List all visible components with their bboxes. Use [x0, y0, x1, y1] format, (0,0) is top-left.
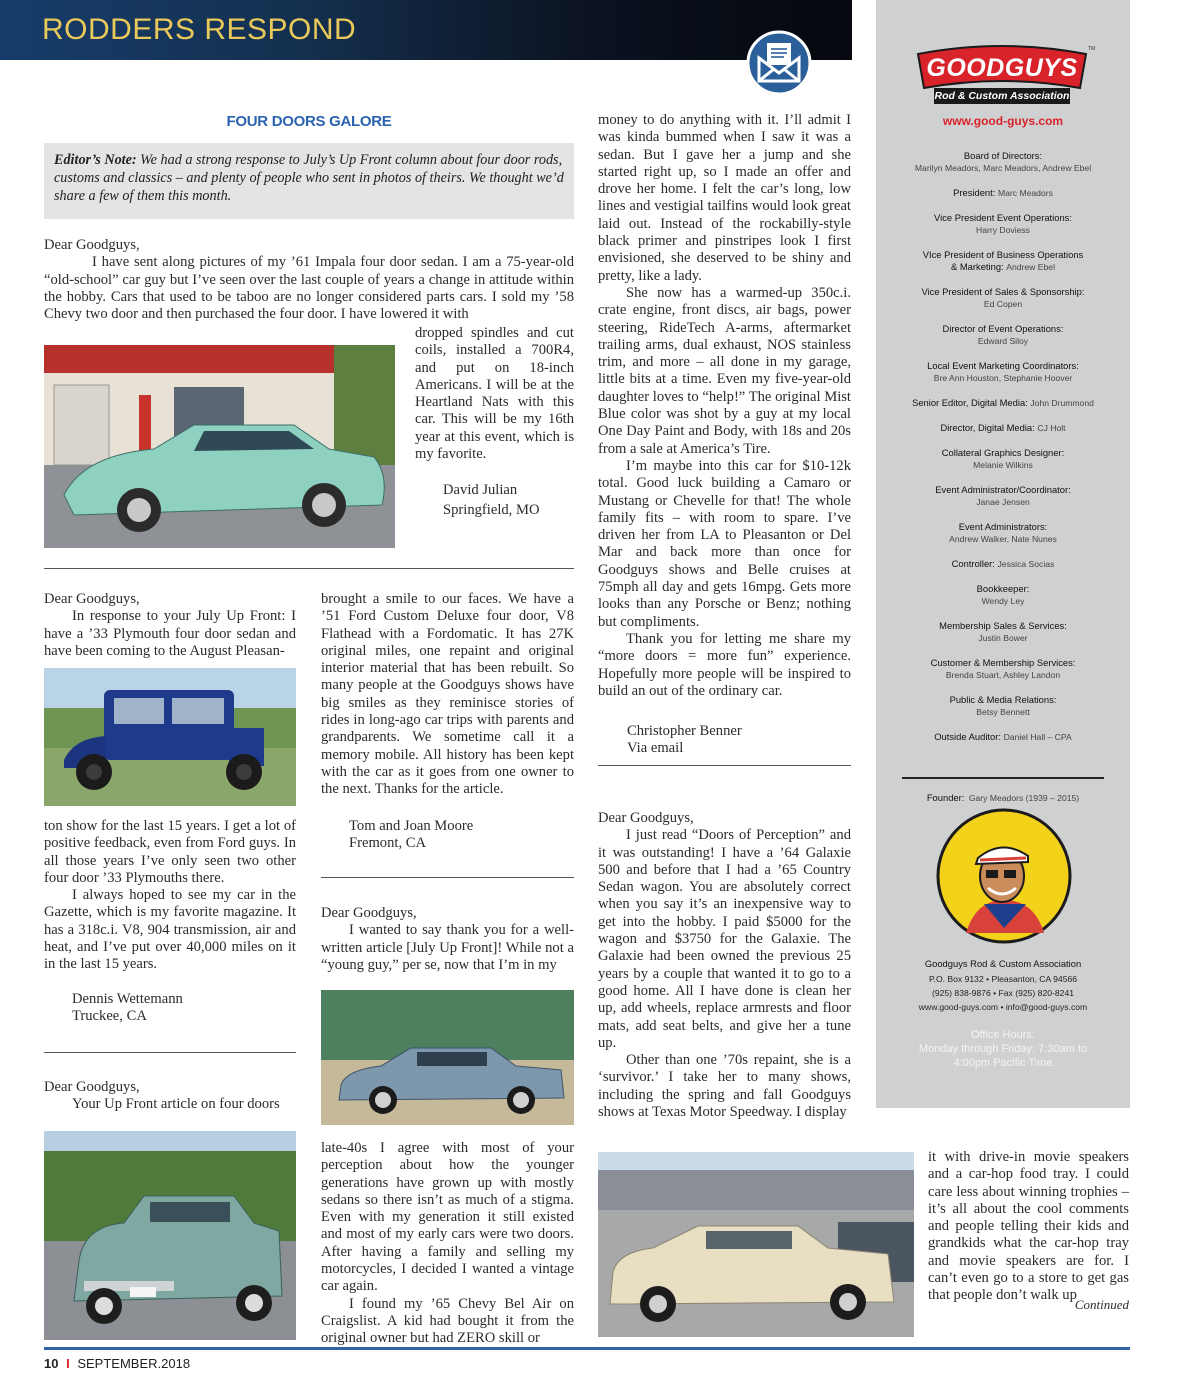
signature-name: Dennis Wettemann — [72, 991, 183, 1007]
letter-paragraph: Other than one ’70s repaint, she is a ‘survivor.’ I take her to many shows, including the spring and fall Goodguys shows at Texas Motor Speedway. I display — [598, 1052, 851, 1121]
signature-name: Tom and Joan Moore — [349, 818, 474, 834]
website-link[interactable]: www.good-guys.com — [942, 114, 1064, 128]
continued-label: Continued — [1074, 1297, 1129, 1312]
hours-title: Office Hours: — [971, 1029, 1035, 1041]
section-title: RODDERS RESPOND — [42, 13, 357, 46]
letter-1 — [44, 237, 574, 323]
divider — [598, 765, 851, 766]
logo-tm: TM — [1088, 46, 1096, 52]
phone-fax: (925) 838-9876 • Fax (925) 820-8241 — [931, 988, 1075, 998]
letter-paragraph: I just read “Doors of Perception” and it was outstanding! I have a ’64 Galaxie 500 and before that I had a ’65 Country Sedan wagon. You are absolutely correct when you say it’s an inexpensive way to get into the hobby. I paid $5000 for the wagon and $3750 for the Galaxie. The Galaxie had been owned the previous 25 years by a couple that wanted it to go to a good home. All I have done is clean her up, add wheels, replace armrests and floor mats, add seat belts, and give her a tune up. — [598, 827, 851, 1051]
staff-entry: Director, Digital Media: CJ Holt — [940, 422, 1066, 433]
staff-entry: Collateral Graphics Designer: Melanie Wilkins — [941, 447, 1065, 470]
letter-paragraph: Thank you for letting me share my “more doors = more fun” experience. Hopefully more people will be inspired to build an out of the ordinary car. — [598, 630, 851, 699]
staff-entry: Controller: Jessica Socias — [951, 558, 1055, 569]
staff-entry: Outside Auditor: Daniel Hall – CPA — [934, 731, 1072, 742]
letter-1-wrap — [415, 325, 574, 463]
letter-4-signature — [627, 723, 742, 758]
staff-entry: Event Administrator/Coordinator: Janae Jensen — [935, 484, 1071, 507]
letter-3-signature — [349, 818, 473, 853]
staff-entry: Vice President of Sales & Sponsorship: Ed Copen — [921, 286, 1085, 309]
footer-separator: I — [66, 1356, 70, 1371]
staff-entry: Director of Event Operations: Edward Siloy — [942, 323, 1064, 346]
signature-location: Fremont, CA — [349, 835, 427, 852]
article-title: FOUR DOORS GALORE — [226, 113, 392, 130]
letter-4-cont — [321, 1140, 574, 1348]
photo-65-bel-air — [321, 990, 574, 1125]
hours-line: 4:00pm Pacific Time — [953, 1057, 1053, 1069]
footer — [44, 1356, 190, 1371]
staff-entry: Bookkeeper: Wendy Ley — [976, 583, 1030, 606]
letter-paragraph: ton show for the last 15 years. I get a lot of positive feedback, even from Ford guys. In all those years I’ve only seen two other four door ’33 Plymouths there. — [44, 818, 296, 886]
staff-entry: Vice President Event Operations: Harry Doviess — [934, 212, 1072, 235]
letter-greeting: Dear Goodguys, — [44, 591, 140, 607]
letter-5 — [598, 810, 851, 1121]
divider — [44, 568, 574, 569]
letter-paragraph: it with drive-in movie speakers and a car-hop food tray. I could care less about winning trophies – it’s all about the cool comments and people telling their kids and grandkids what the car-hop tray and movie speakers are for. I can’t even go to a store to get gas that people don’t walk up — [928, 1149, 1129, 1304]
photo-51-ford — [44, 1131, 296, 1340]
photo-64-galaxie — [598, 1152, 914, 1337]
staff-entry: VIce President of Business Operations & Marketing: Andrew Ebel — [922, 249, 1084, 272]
letter-paragraph: I have sent along pictures of my ’61 Impala four door sedan. I am a 75-year-old “old-school” car guy but I’ve seen over the last couple of years a change in attitude within the hobby. Cars that used to be taboo are no longer considered parts cars. I sold my ’58 Chevy two door and then purchased the four door. I have lowered it with — [44, 254, 574, 323]
signature-location: Truckee, CA — [72, 1008, 147, 1025]
web-email[interactable]: www.good-guys.com • info@good-guys.com — [918, 1002, 1088, 1012]
letter-paragraph: I found my ’65 Chevy Bel Air on Craigslist. A kid had bought it from the original owner but had ZERO skill or — [321, 1295, 574, 1347]
divider — [902, 777, 1104, 779]
letter-paragraph: I always hoped to see my car in the Gazette, which is my favorite magazine. It has a 318c.i. V8, 904 transmission, air and heat, and I’ve put over 40,000 miles on it in the last 15 years. — [44, 887, 296, 973]
staff-entry: Board of Directors: Marilyn Meadors, Marc Meadors, Andrew Ebel — [914, 150, 1092, 173]
photo-61-impala — [44, 345, 395, 548]
letter-paragraph: money to do anything with it. I’ll admit I was kinda bummed when I saw it was a sedan. But I gave her a jump and she started right up, so I made an offer and drove her home. I felt the car’s long, low lines and vestigial tailfins would look great laid out. Instead of the rockabilly-style black primer and pinstripes look I first envisioned, she deserved to be shiny and pretty, like a lady. — [598, 112, 851, 284]
signature-name: David Julian — [443, 482, 518, 498]
letter-paragraph: She now has a warmed-up 350c.i. crate engine, front discs, air bags, power steering, RideTech A-arms, aftermarket trailing arms, dual exhaust, NOS stainless trim, and more – all done in my garage, little bits at a time. Even my five-year-old daughter loves to “help!” The original Mist Blue color was shot by a guy at my local One Day Paint and Body, with 18s and 20s from a sale at America’s Tire. — [598, 284, 851, 457]
letter-5-cont — [928, 1149, 1129, 1305]
po-box: P.O. Box 9132 • Pleasanton, CA 94566 — [928, 974, 1078, 984]
letter-2-signature — [72, 991, 183, 1026]
staff-entry: Membership Sales & Services: Justin Bower — [939, 620, 1067, 643]
divider — [321, 877, 574, 878]
editor-note-box — [44, 143, 574, 219]
staff-entry: President: Marc Meadors — [953, 187, 1053, 198]
letter-1-signature — [443, 482, 573, 520]
letter-greeting: Dear Goodguys, — [321, 905, 417, 921]
footer-rule — [44, 1347, 1130, 1350]
letter-3-cont — [321, 591, 574, 799]
signature-name: Christopher Benner — [627, 723, 742, 739]
office-hours — [876, 1028, 1130, 1070]
staff-entry: Senior Editor, Digital Media: John Drummond — [912, 397, 1094, 408]
masthead-sidebar — [876, 0, 1130, 1108]
issue-date: SEPTEMBER.2018 — [77, 1356, 191, 1371]
logo-subtitle: Rod & Custom Association — [934, 90, 1070, 102]
signature-location: Via email — [627, 740, 684, 757]
letter-2 — [44, 591, 296, 660]
hours-line: Monday through Friday: 7:30am to — [918, 1043, 1088, 1055]
staff-entry: Public & Media Relations: Betsy Bennett — [949, 694, 1057, 717]
letter-2-cont — [44, 818, 296, 974]
letter-paragraph: Your Up Front article on four doors — [72, 1096, 280, 1113]
staff-entry: Local Event Marketing Coordinators: Bre Ann Houston, Stephanie Hoover — [927, 360, 1079, 383]
photo-33-plymouth — [44, 668, 296, 806]
letter-4 — [321, 905, 574, 974]
org-name: Goodguys Rod & Custom Association — [924, 958, 1082, 969]
editor-note-text: We had a strong response to July’s Up Front column about four door rods, customs and classics – and plenty of people who sent in photos of theirs. We thought we’d share a few of them this month. — [54, 152, 564, 204]
letter-4-col3 — [598, 112, 851, 700]
letter-3 — [44, 1079, 296, 1114]
founder-portrait — [936, 808, 1072, 944]
staff-entry: Customer & Membership Services: Brenda Stuart, Ashley Landon — [930, 657, 1076, 680]
letter-paragraph: I wanted to say thank you for a well-written article [July Up Front]! While not a “young guy,” per se, now that I’m in my — [321, 922, 574, 973]
founder-line: Founder: Gary Meadors (1939 – 2015) — [926, 792, 1080, 803]
staff-list — [876, 150, 1130, 756]
letter-paragraph: dropped spindles and cut coils, installed a 700R4, and put on 18-inch Americans. I will be at the Heartland Nats with this car. This will be my 16th year at this event, which is my favorite. — [415, 325, 574, 463]
contact-block — [876, 958, 1130, 1013]
goodguys-logo — [912, 44, 1096, 108]
letter-greeting: Dear Goodguys, — [44, 1079, 140, 1095]
letter-paragraph: brought a smile to our faces. We have a ’51 Ford Custom Deluxe four door, V8 Flathead with a Fordomatic. It has 27K original miles, one repaint and original interior material that has been rebuilt. So many people at the Goodguys shows have big smiles as they reminisce stories of rides in long-ago car trips with parents and grandparents. We sometime call it a memory mobile. All history has been kept with the car as it goes from one owner to the next. Thanks for the article. — [321, 591, 574, 798]
staff-entry: Event Administrators: Andrew Walker, Nate Nunes — [949, 521, 1057, 544]
page-number: 10 — [44, 1356, 59, 1371]
letter-greeting: Dear Goodguys, — [598, 810, 694, 826]
letter-paragraph: late-40s I agree with most of your perception about how the younger generations have grown up with mostly sedans so there isn’t as much of a stigma. Even with my generation it still existed and most of my early cars were two doors. After having a family and selling my motorcycles, I decided I wanted a vintage car again. — [321, 1140, 574, 1295]
letter-paragraph: In response to your July Up Front: I have a ’33 Plymouth four door sedan and have been coming to the August Pleasan- — [44, 608, 296, 659]
header-banner — [0, 0, 852, 60]
envelope-letter-icon — [746, 30, 812, 96]
letter-greeting: Dear Goodguys, — [44, 237, 140, 253]
signature-location: Springfield, MO — [443, 502, 540, 519]
divider — [44, 1052, 296, 1053]
letter-paragraph: I’m maybe into this car for $10-12k total. Good luck building a Camaro or Mustang or Chevelle for that! The whole family fits – with room to spare. I’ve driven her from LA to Pleasanton or Del Mar and back more than once for Goodguys shows and Belle cruises at 75mph all day and gets 16mpg. Gets more looks than any Porsche or Benz; nothing but compliments. — [598, 457, 851, 630]
editor-note-label: Editor’s Note: — [54, 152, 137, 168]
logo-text: GOODGUYS — [926, 54, 1078, 82]
